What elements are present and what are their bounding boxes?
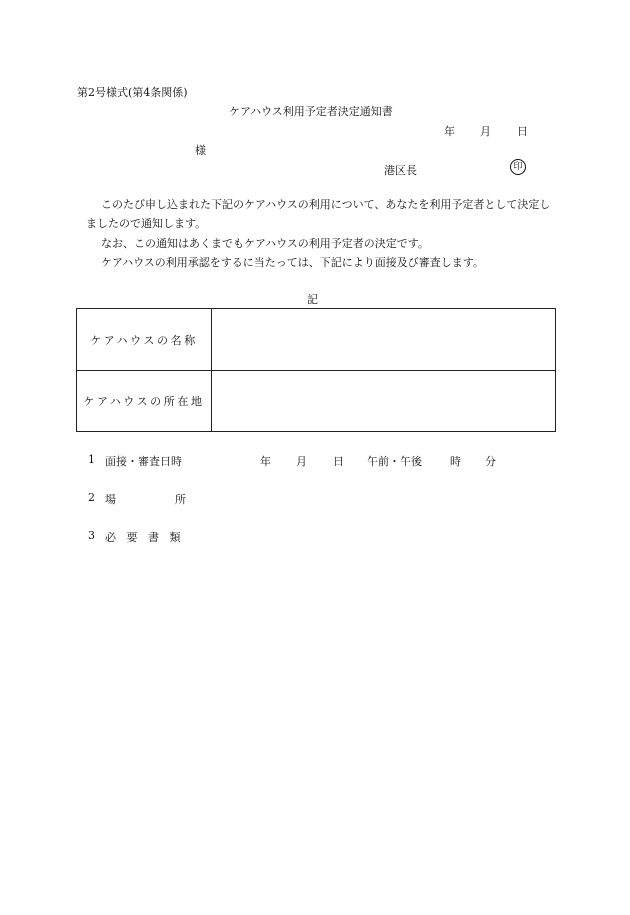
- table-label-address: ケアハウスの所在地: [77, 370, 212, 431]
- item-2-label-part-b: 所: [175, 493, 186, 506]
- body-paragraph-3: ケアハウスの利用承認をするに当たっては、下記により面接及び審査します。: [101, 256, 484, 269]
- item-1-number: 1: [88, 453, 95, 466]
- document-title: ケアハウス利用予定者決定通知書: [229, 105, 393, 118]
- item-3-number: 3: [88, 529, 95, 542]
- items-list: [88, 453, 548, 553]
- table-value-name: [212, 309, 555, 370]
- date-year-label: 年: [444, 125, 455, 138]
- date-day-label: 日: [517, 125, 528, 138]
- schedule-day-label: 日: [333, 455, 344, 468]
- schedule-month-label: 月: [296, 455, 307, 468]
- body-paragraph-1: このたび申し込まれた下記のケアハウスの利用について、あなたを利用予定者として決定しましたので通知します。: [86, 198, 551, 230]
- date-line: [444, 123, 534, 137]
- schedule-year-label: 年: [260, 455, 271, 468]
- item-3-label: 必要書類: [105, 531, 191, 544]
- table-label-name: ケアハウスの名称: [77, 309, 212, 370]
- schedule-hour-label: 時: [450, 455, 461, 468]
- table-value-address: [212, 370, 555, 431]
- schedule-ampm-label: 午前・午後: [367, 455, 422, 468]
- form-number: 第2号様式(第4条関係): [77, 86, 188, 99]
- item-2-label-part-a: 場: [105, 493, 116, 506]
- body-paragraph-2: なお、この通知はあくまでもケアハウスの利用予定者の決定です。: [101, 237, 429, 250]
- issuer-name: 港区長: [384, 164, 417, 177]
- table-row-name: [77, 309, 555, 371]
- item-2-number: 2: [88, 491, 95, 504]
- schedule-minute-label: 分: [485, 455, 496, 468]
- seal-mark: 印: [510, 159, 526, 175]
- care-house-info-table: [76, 308, 556, 432]
- item-1-label: 面接・審査日時: [105, 455, 182, 468]
- record-heading: 記: [307, 293, 318, 306]
- table-row-address: [77, 370, 555, 431]
- date-month-label: 月: [480, 125, 491, 138]
- addressee-honorific: 様: [195, 144, 206, 157]
